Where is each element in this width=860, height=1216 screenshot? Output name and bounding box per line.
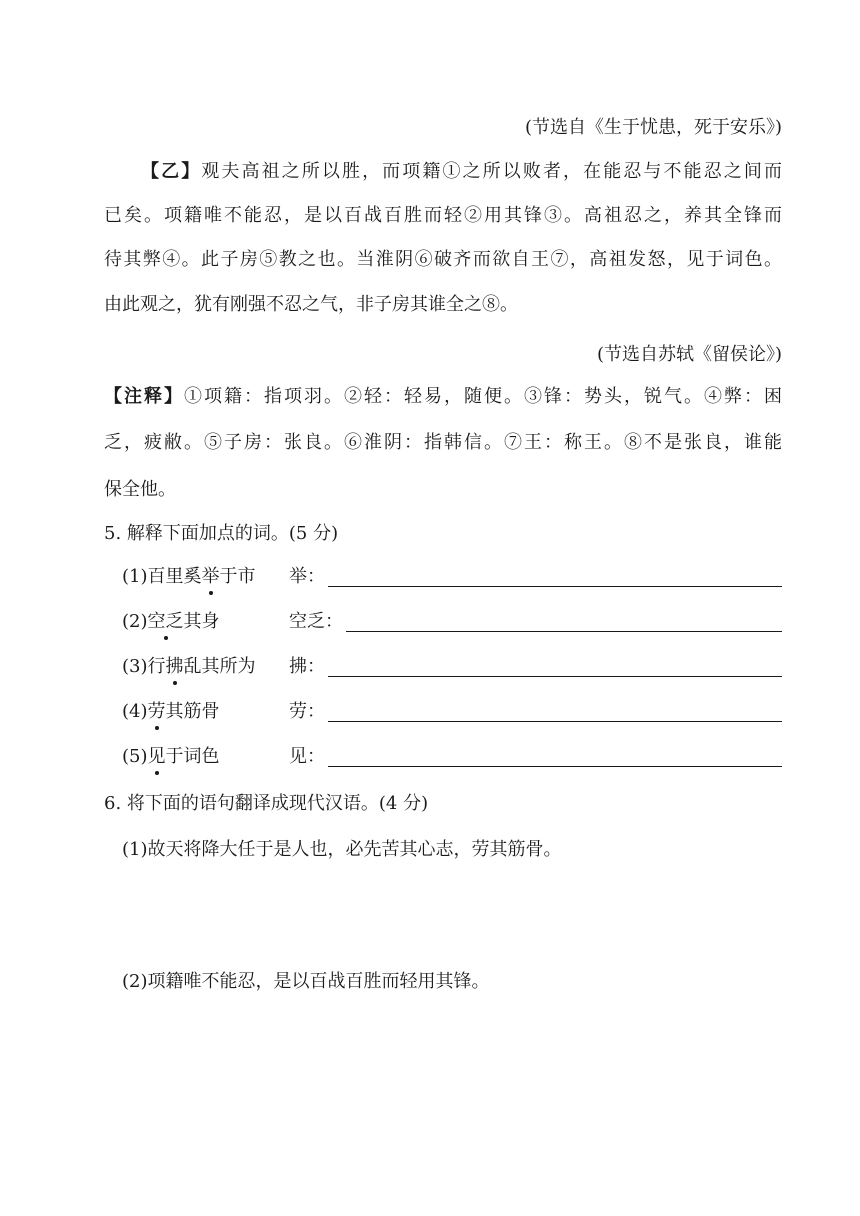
q6-item-1: (1)故天将降大任于是人也，必先苦其心志，劳其筋骨。 xyxy=(122,839,562,860)
notes-line-3: 保全他。 xyxy=(104,479,176,500)
q5-item-4 xyxy=(122,700,220,724)
q5-answer-blank-2[interactable] xyxy=(346,631,782,632)
q6-item-2: (2)项籍唯不能忍，是以百战百胜而轻用其锋。 xyxy=(122,971,490,992)
q5-item-5-label: 见： xyxy=(289,746,325,767)
q5-item-4-dotted-word: 劳 xyxy=(147,701,166,722)
q5-item-2-pre: (2) xyxy=(122,611,148,632)
q5-item-5-post: 于词色 xyxy=(165,746,220,767)
source-citation-yi: (节选自苏轼《留侯论》) xyxy=(596,344,782,365)
question-6-title: 6. 将下面的语句翻译成现代汉语。(4 分) xyxy=(104,793,429,814)
q5-item-5-dotted-word: 见 xyxy=(147,746,166,767)
q5-item-3-label: 拂： xyxy=(289,656,325,677)
passage-yi-tag: 【乙】 xyxy=(141,161,202,182)
q5-item-1-pre: (1)百里奚 xyxy=(122,566,202,587)
passage-yi-line-2: 已矣。项籍唯不能忍，是以百战百胜而轻②用其锋③。高祖忍之，养其全锋而 xyxy=(104,205,782,226)
q5-answer-blank-1[interactable] xyxy=(328,586,782,587)
notes-text-1: ①项籍：指项羽。②轻：轻易，随便。③锋：势头，锐气。④弊：困 xyxy=(184,386,782,407)
q5-item-5-pre: (5) xyxy=(122,746,148,767)
q5-item-5 xyxy=(122,745,220,769)
passage-yi-line-1 xyxy=(141,160,782,184)
passage-yi-line-3: 待其弊④。此子房⑤教之也。当淮阴⑥破齐而欲自王⑦，高祖发怒，见于词色。 xyxy=(104,249,782,270)
q5-item-2 xyxy=(122,610,220,634)
q5-answer-blank-5[interactable] xyxy=(328,766,782,767)
source-citation-jia: (节选自《生于忧患，死于安乐》) xyxy=(524,117,782,138)
notes-line-2: 乏，疲敝。⑤子房：张良。⑥淮阴：指韩信。⑦王：称王。⑧不是张良，谁能 xyxy=(104,432,782,453)
q5-item-4-label: 劳： xyxy=(289,701,325,722)
q5-item-3 xyxy=(122,655,256,679)
q5-answer-blank-4[interactable] xyxy=(328,721,782,722)
q5-item-2-label: 空乏： xyxy=(289,611,343,632)
q5-item-1 xyxy=(122,565,256,589)
q5-item-1-post: 于市 xyxy=(219,566,256,587)
q5-item-2-dotted-text: 空乏 xyxy=(147,611,184,632)
q5-item-1-label: 举： xyxy=(289,566,325,587)
q5-item-1-dotted-word: 举 xyxy=(201,566,220,587)
notes-line-1 xyxy=(104,385,782,409)
passage-yi-line-4: 由此观之，犹有刚强不忍之气，非子房其谁全之⑧。 xyxy=(104,294,518,315)
q5-item-3-dotted-word: 拂 xyxy=(165,656,184,677)
notes-tag: 【注释】 xyxy=(104,386,184,407)
q5-item-2-post: 其身 xyxy=(183,611,220,632)
q5-item-2-dotted-word xyxy=(148,610,184,634)
q5-item-4-post: 其筋骨 xyxy=(165,701,220,722)
q5-answer-blank-3[interactable] xyxy=(328,676,782,677)
question-5-title: 5. 解释下面加点的词。(5 分) xyxy=(104,523,339,544)
q5-item-3-pre: (3)行 xyxy=(122,656,166,677)
q5-item-3-post: 乱其所为 xyxy=(183,656,256,677)
passage-yi-text-1: 观夫高祖之所以胜，而项籍①之所以败者，在能忍与不能忍之间而 xyxy=(201,161,783,182)
q5-item-4-pre: (4) xyxy=(122,701,148,722)
